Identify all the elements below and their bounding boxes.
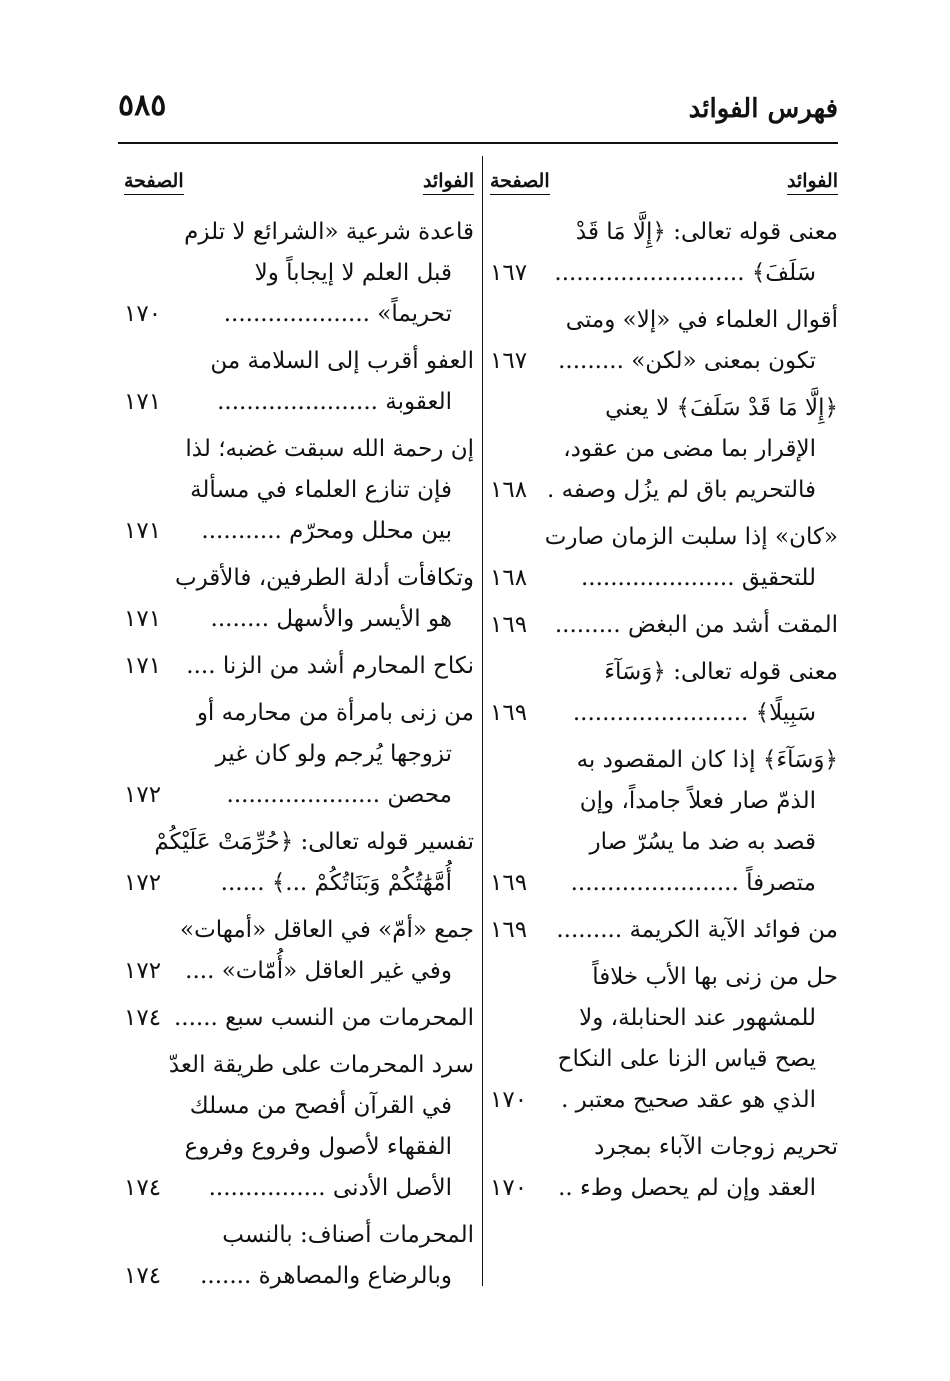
column-header-fawaid: الفوائد (787, 170, 838, 195)
entry-page-number: ١٧١ (124, 518, 162, 544)
entry-page-number: ١٦٧ (490, 260, 528, 286)
entry-page-number: ١٦٩ (490, 700, 528, 726)
entry-page-number: ١٧٠ (124, 301, 162, 327)
entry-line (124, 212, 474, 253)
entry-line (490, 652, 838, 693)
entry-line (124, 1168, 474, 1209)
column-header-safha: الصفحة (124, 170, 184, 195)
column-header-fawaid: الفوائد (423, 170, 474, 195)
index-entry (124, 341, 474, 423)
entry-line (490, 863, 838, 904)
entry-text: المحرمات من النسب سبع ...... (173, 1005, 474, 1031)
entry-page-number: ١٧٤ (124, 1175, 162, 1201)
entry-line (490, 605, 838, 646)
index-entry (124, 646, 474, 687)
entry-page-number: ١٦٩ (490, 612, 528, 638)
index-entry (490, 388, 838, 511)
entry-line (124, 775, 474, 816)
entry-text: وبالرضاع والمصاهرة ....... (200, 1263, 452, 1289)
entry-line (490, 341, 838, 382)
entry-text: قاعدة شرعية «الشرائع لا تلزم (184, 219, 474, 245)
entry-text: المحرمات أصناف: بالنسب (222, 1222, 474, 1248)
entry-text: المقت أشد من البغض ......... (554, 612, 838, 638)
entry-page-number: ١٧١ (124, 606, 162, 632)
entry-text: يصح قياس الزنا على النكاح (557, 1046, 816, 1072)
index-entry (490, 605, 838, 646)
entry-page-number: ١٧١ (124, 389, 162, 415)
entry-text: معنى قوله تعالى: ﴿إِلَّا مَا قَدْ (575, 219, 838, 245)
index-entry (124, 1215, 474, 1297)
column-header (490, 162, 838, 212)
entry-text: الفقهاء لأصول وفروع وفروع (184, 1134, 452, 1160)
entry-text: تفسير قوله تعالى: ﴿حُرِّمَتْ عَلَيْكُمْ (154, 829, 474, 855)
index-entry (124, 212, 474, 335)
entry-text: بين محلل ومحرّم ........... (201, 518, 452, 544)
page-header (118, 88, 838, 136)
entry-page-number: ١٧٢ (124, 958, 162, 984)
entry-text: قبل العلم لا إيجاباً ولا (254, 260, 452, 286)
page-number: ٥٨٥ (118, 88, 167, 123)
entry-page-number: ١٦٩ (490, 917, 528, 943)
entry-line (490, 957, 838, 998)
index-entry (490, 300, 838, 382)
entry-text: «كان» إذا سلبت الزمان صارت (544, 524, 838, 550)
index-entry (490, 517, 838, 599)
entry-text: أُمَّهَٰتُكُمْ وَبَنَاتُكُمْ ...﴾ ...... (220, 870, 452, 896)
entry-list (124, 212, 474, 1297)
entry-text: الإقرار بما مضى من عقود، (563, 436, 816, 462)
entry-line (490, 517, 838, 558)
entry-line (124, 558, 474, 599)
entry-line (490, 998, 838, 1039)
entry-page-number: ١٧٢ (124, 782, 162, 808)
index-entry (124, 429, 474, 552)
entry-text: تزوجها يُرجم ولو كان غير (215, 741, 452, 767)
entry-line (124, 1127, 474, 1168)
entry-line (124, 822, 474, 863)
entry-text: محصن ..................... (226, 782, 452, 808)
running-title: فهرس الفوائد (688, 94, 838, 124)
entry-line (124, 1256, 474, 1297)
entry-text: سَبِيلًا﴾ ........................ (572, 700, 816, 726)
index-entry (124, 693, 474, 816)
entry-line (490, 1080, 838, 1121)
entry-text: الأصل الأدنى ................ (208, 1175, 452, 1201)
entry-line (490, 822, 838, 863)
entry-text: من فوائد الآية الكريمة ......... (556, 917, 838, 943)
entry-line (490, 781, 838, 822)
entry-line (124, 253, 474, 294)
entry-line (124, 734, 474, 775)
entry-line (124, 863, 474, 904)
entry-line (124, 511, 474, 552)
entry-line (490, 693, 838, 734)
entry-text: سَلَفَ﴾ .......................... (554, 260, 816, 286)
entry-text: إن رحمة الله سبقت غضبه؛ لذا (185, 436, 474, 462)
entry-line (490, 300, 838, 341)
entry-page-number: ١٦٨ (490, 477, 528, 503)
entry-text: في القرآن أفصح من مسلك (189, 1093, 452, 1119)
entry-page-number: ١٦٧ (490, 348, 528, 374)
entry-line (490, 429, 838, 470)
entry-text: ﴿إِلَّا مَا قَدْ سَلَفَ﴾ لا يعني (605, 395, 838, 421)
entry-page-number: ١٧٠ (490, 1175, 528, 1201)
entry-page-number: ١٧٠ (490, 1087, 528, 1113)
entry-text: وتكافأت أدلة الطرفين، فالأقرب (174, 565, 474, 591)
entry-line (490, 1127, 838, 1168)
index-entry (490, 212, 838, 294)
entry-page-number: ١٦٨ (490, 565, 528, 591)
index-entry (124, 558, 474, 640)
entry-list (490, 212, 838, 1209)
index-entry (490, 1127, 838, 1209)
column-header (124, 162, 474, 212)
index-entry (124, 1045, 474, 1209)
entry-line (124, 1086, 474, 1127)
entry-line (490, 910, 838, 951)
entry-text: نكاح المحارم أشد من الزنا .... (186, 653, 474, 679)
entry-text: تحريماً» .................... (223, 301, 452, 327)
entry-text: ﴿وَسَآءَ﴾ إذا كان المقصود به (576, 747, 838, 773)
entry-text: وفي غير العاقل «أُمّات» .... (185, 958, 452, 984)
entry-line (490, 1168, 838, 1209)
entry-text: الذي هو عقد صحيح معتبر . (561, 1087, 816, 1113)
index-entry (124, 998, 474, 1039)
entry-text: متصرفاً ....................... (570, 870, 816, 896)
entry-line (124, 910, 474, 951)
entry-line (490, 1039, 838, 1080)
entry-text: فالتحريم باق لم يزُل وصفه . (546, 477, 816, 503)
header-rule (118, 142, 838, 144)
entry-line (124, 294, 474, 335)
index-entry (490, 740, 838, 904)
entry-line (124, 429, 474, 470)
entry-line (124, 599, 474, 640)
entry-page-number: ١٧٤ (124, 1005, 162, 1031)
entry-line (124, 341, 474, 382)
entry-page-number: ١٧٢ (124, 870, 162, 896)
entry-line (490, 253, 838, 294)
entry-page-number: ١٦٩ (490, 870, 528, 896)
entry-text: العقوبة ...................... (217, 389, 452, 415)
entry-text: سرد المحرمات على طريقة العدّ (168, 1052, 474, 1078)
column-divider (482, 156, 483, 1286)
entry-line (490, 740, 838, 781)
entry-text: العقد وإن لم يحصل وطء .. (558, 1175, 816, 1201)
entry-line (490, 388, 838, 429)
entry-text: تحريم زوجات الآباء بمجرد (594, 1134, 838, 1160)
entry-text: للتحقيق ..................... (580, 565, 816, 591)
entry-line (124, 1215, 474, 1256)
column-header-safha: الصفحة (490, 170, 550, 195)
right-column (490, 162, 838, 1215)
entry-text: معنى قوله تعالى: ﴿وَسَآءَ (604, 659, 838, 685)
entry-line (124, 382, 474, 423)
entry-text: من زنى بامرأة من محارمه أو (196, 700, 474, 726)
entry-text: الذمّ صار فعلاً جامداً، وإن (579, 788, 816, 814)
index-entry (124, 910, 474, 992)
entry-page-number: ١٧٤ (124, 1263, 162, 1289)
left-column (124, 162, 474, 1303)
entry-line (124, 951, 474, 992)
entry-text: جمع «أمّ» في العاقل «أمهات» (180, 917, 474, 943)
entry-page-number: ١٧١ (124, 653, 162, 679)
index-entry (490, 957, 838, 1121)
index-entry (490, 910, 838, 951)
entry-line (124, 693, 474, 734)
index-entry (124, 822, 474, 904)
entry-line (124, 646, 474, 687)
entry-line (490, 558, 838, 599)
entry-line (124, 470, 474, 511)
entry-line (490, 470, 838, 511)
entry-line (490, 212, 838, 253)
entry-line (124, 998, 474, 1039)
entry-text: تكون بمعنى «لكن» ......... (558, 348, 816, 374)
entry-text: للمشهور عند الحنابلة، ولا (579, 1005, 816, 1031)
entry-text: العفو أقرب إلى السلامة من (210, 348, 474, 374)
entry-line (124, 1045, 474, 1086)
entry-text: قصد به ضد ما يسُرّ صار (589, 829, 816, 855)
entry-text: حل من زنى بها الأب خلافاً (592, 964, 838, 990)
entry-text: فإن تنازع العلماء في مسألة (190, 477, 452, 503)
entry-text: أقوال العلماء في «إلا» ومتى (565, 307, 838, 333)
entry-text: هو الأيسر والأسهل ........ (210, 606, 452, 632)
index-entry (490, 652, 838, 734)
